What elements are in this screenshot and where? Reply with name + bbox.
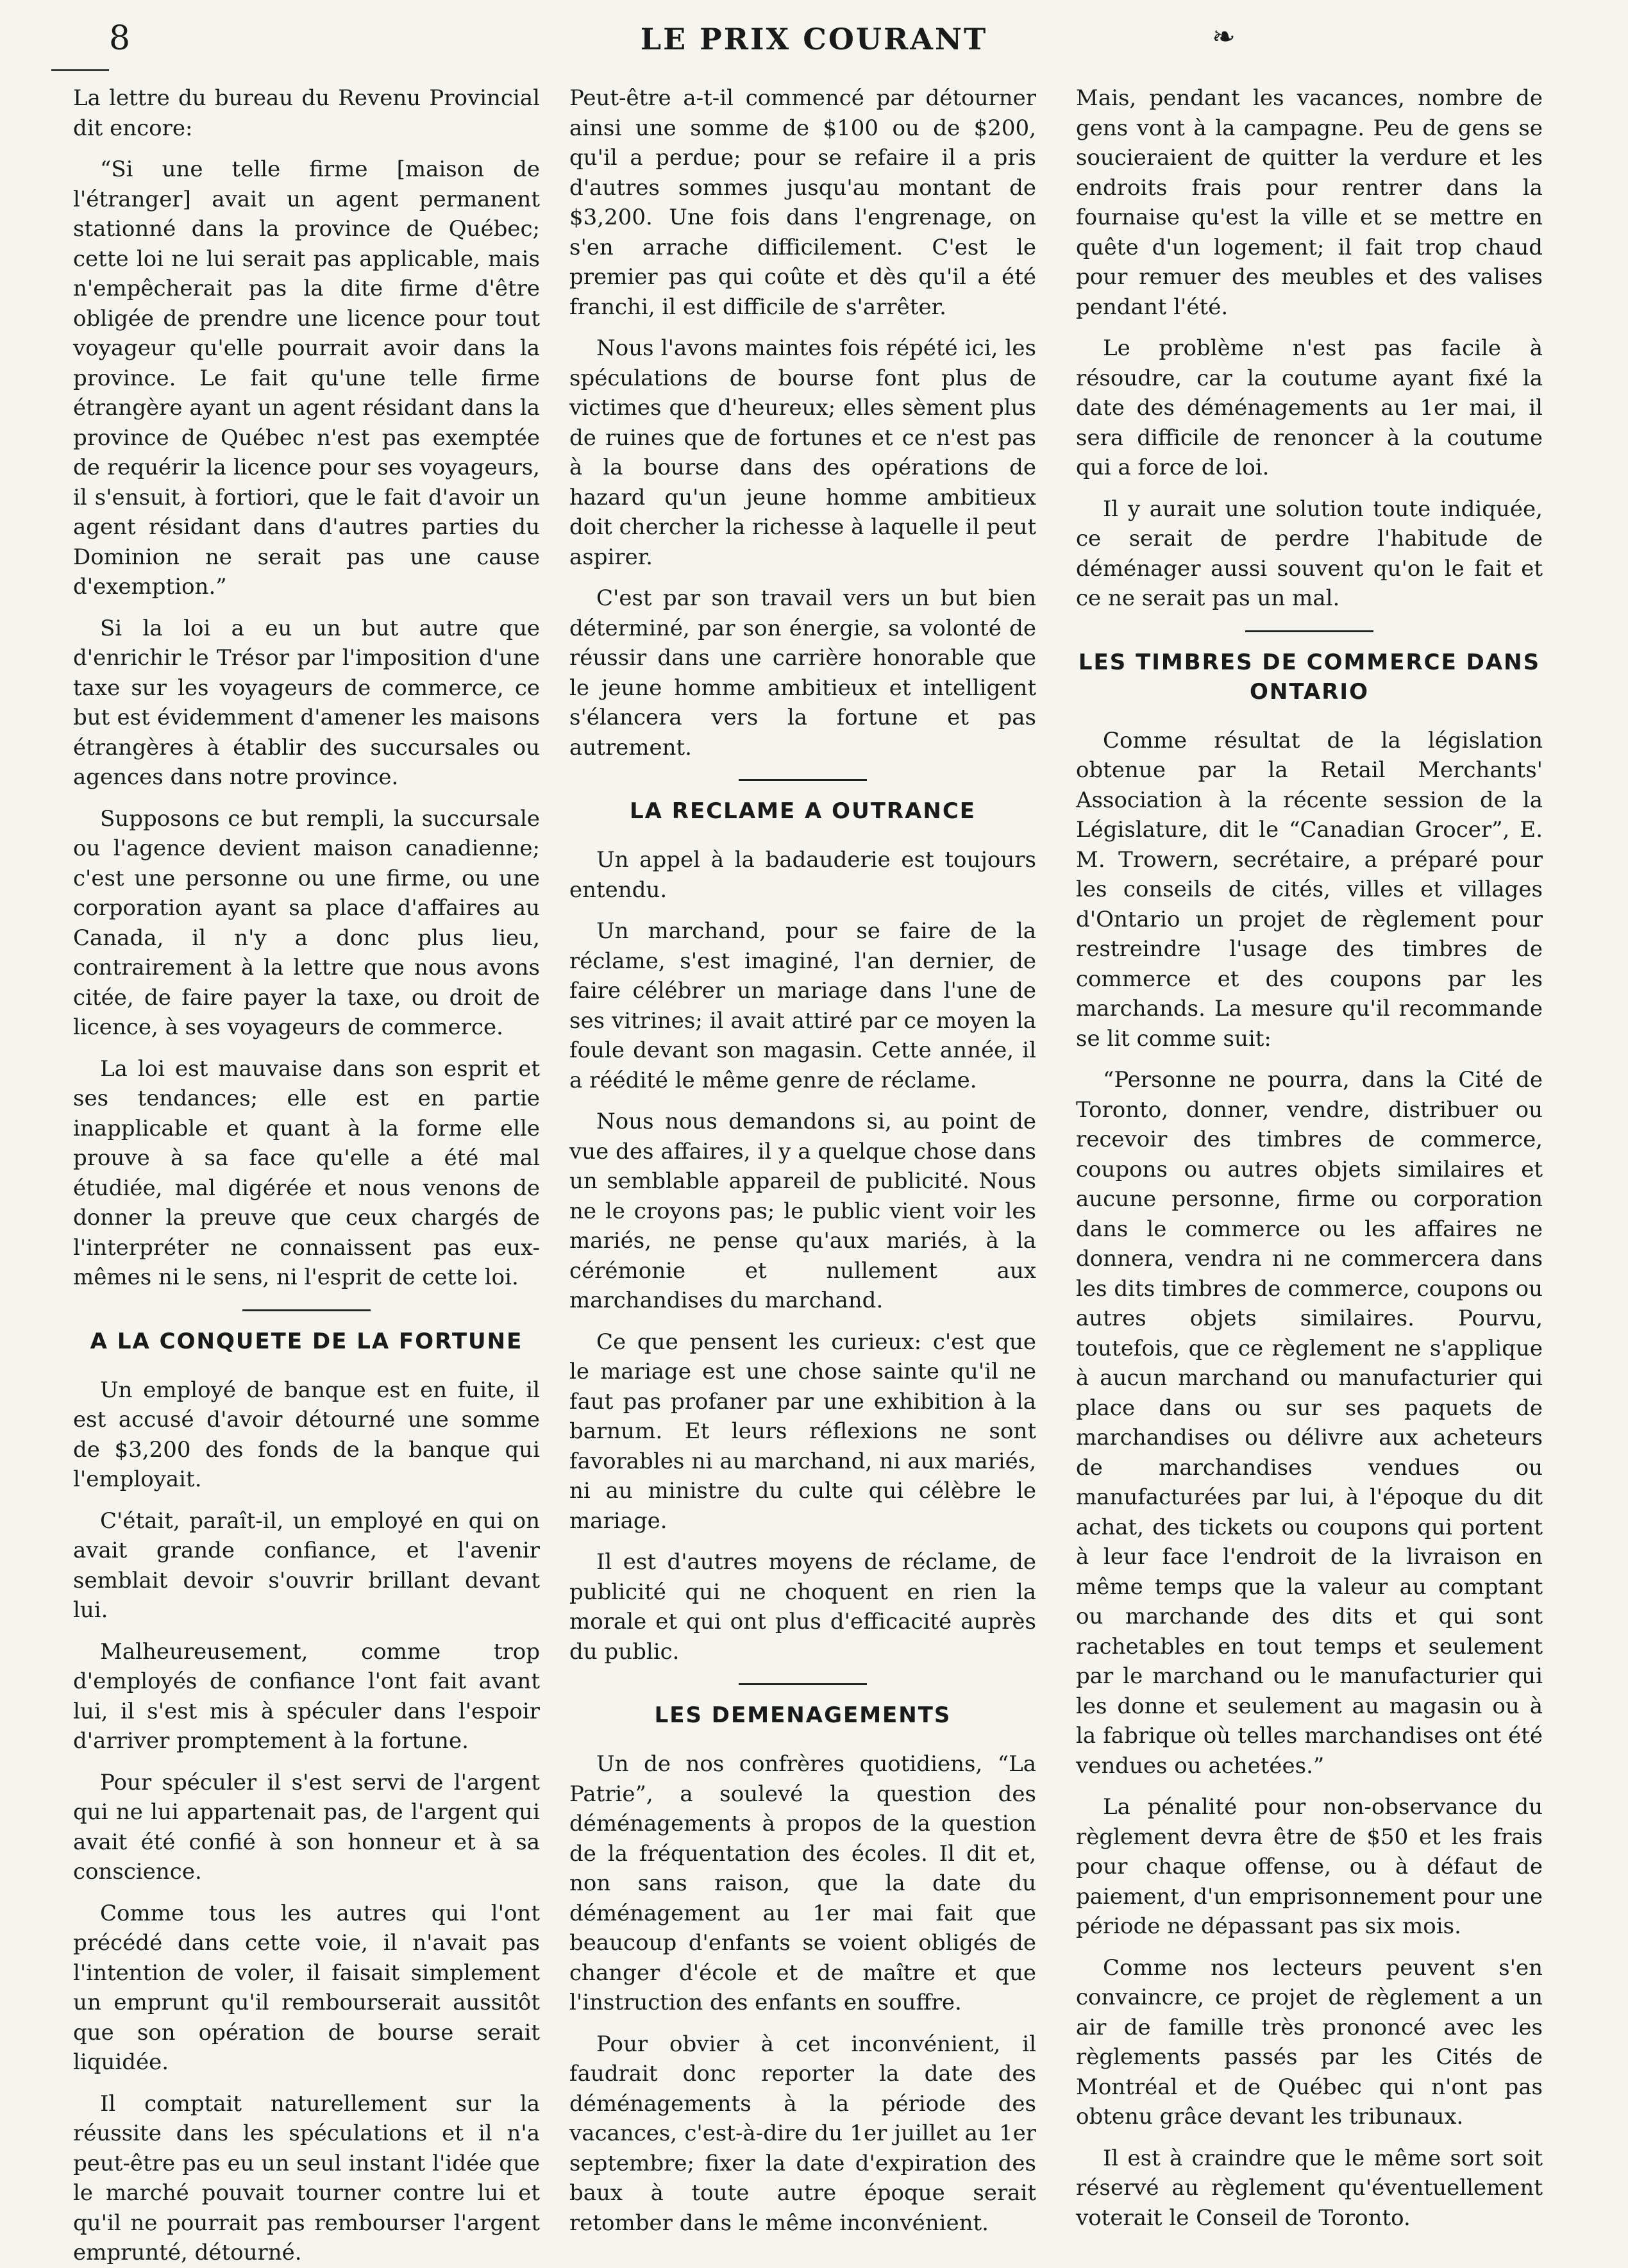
paragraph: C'est par son travail vers un but bien déterminé, par son énergie, sa volonté de réussir dans une carrière honorable que le jeune homme ambitieux et intelligent s'élancera vers la fortune et pas autrement.: [569, 585, 1036, 760]
column-middle: [569, 83, 1036, 2236]
paragraph: Le problème n'est pas facile à résoudre, car la coutume ayant fixé la date des déménagements au 1er mai, il sera difficile de renoncer à la coutume qui a force de loi.: [1076, 335, 1543, 480]
corner-rule: [51, 69, 109, 71]
section-heading: LES TIMBRES DE COMMERCE DANS ONTARIO: [1078, 649, 1541, 705]
paragraph: Comme nos lecteurs peuvent s'en convaincre, ce projet de règlement a un air de famille très prononcé avec les règlements passés par les Cités de Montréal et de Québec qui n'ont pas obtenu grâce devant les tribunaux.: [1076, 1954, 1543, 2129]
section-divider: [739, 1683, 867, 1685]
paragraph: Nous nous demandons si, au point de vue des affaires, il y a quelque chose dans un semblable appareil de publicité. Nous ne le croyons pas; le public vient voir les mariés, ne pense qu'aux mariés, à la cérémonie et nullement aux marchandises du marchand.: [569, 1109, 1036, 1313]
page-number: 8: [109, 19, 131, 58]
paragraph: Comme résultat de la législation obtenue par la Retail Merchants' Association à la récente session de la Législature, dit le “Canadian Grocer”, E. M. Trowern, secrétaire, a préparé pour les conseils de cités, villes et villages d'Ontario un projet de règlement pour restreindre l'usage des timbres de commerce et des coupons par les marchands. La mesure qu'il recommande se lit comme suit:: [1076, 727, 1543, 1052]
paragraph: Mais, pendant les vacances, nombre de gens vont à la campagne. Peu de gens se soucieraient de quitter la verdure et les endroits frais pour rentrer dans la fournaise qu'est la ville et se mettre en quête d'un logement; il fait trop chaud pour remuer des meubles et des valises pendant l'été.: [1076, 85, 1543, 320]
section-divider: [1245, 630, 1373, 632]
paragraph: C'était, paraît-il, un employé en qui on avait grande confiance, et l'avenir semblait devoir s'ouvrir brillant devant lui.: [73, 1508, 540, 1623]
column-right: [1076, 83, 1543, 2231]
paragraph: Si la loi a eu un but autre que d'enrichir le Trésor par l'imposition d'une taxe sur les voyageurs de commerce, ce but est évidemment d'amener les maisons étrangères à établir des succursales ou agences dans notre province.: [73, 615, 540, 790]
paragraph: Un de nos confrères quotidiens, “La Patrie”, a soulevé la question des déménagements à propos de la question de la fréquentation des écoles. Il dit et, non sans raison, que la date du déménagement au 1er mai fait que beaucoup d'enfants se voient obligés de changer d'école et de maître et que l'instruction des enfants en souffre.: [569, 1751, 1036, 2015]
ornament-icon: ❧: [1212, 21, 1236, 53]
paragraph: La pénalité pour non-observance du règlement devra être de $50 et les frais pour chaque offense, ou à défaut de paiement, d'un emprisonnement pour une période ne dépassant pas six mois.: [1076, 1794, 1543, 1939]
masthead-title: LE PRIX COURANT: [640, 22, 988, 56]
section-heading: A LA CONQUETE DE LA FORTUNE: [90, 1328, 523, 1354]
paragraph: Comme tous les autres qui l'ont précédé dans cette voie, il n'avait pas l'intention de voler, il faisait simplement un emprunt qu'il rembourserait aussitôt que son opération de bourse serait liquidée.: [73, 1900, 540, 2075]
paragraph: La lettre du bureau du Revenu Provincial dit encore:: [73, 85, 540, 141]
paragraph: Pour obvier à cet inconvénient, il faudrait donc reporter la date des déménagements à la période des vacances, c'est-à-dire du 1er juillet au 1er septembre; fixer la date d'expiration des baux à toute autre époque serait retomber dans le même inconvénient.: [569, 2031, 1036, 2236]
paragraph: Peut-être a-t-il commencé par détourner ainsi une somme de $100 ou de $200, qu'il a perdue; pour se refaire il a pris d'autres sommes jusqu'au montant de $3,200. Une fois dans l'engrenage, on s'en arrache difficilement. C'est le premier pas qui coûte et dès qu'il a été franchi, il est difficile de s'arrêter.: [569, 85, 1036, 320]
section-heading: LA RECLAME A OUTRANCE: [629, 798, 977, 824]
column-left: [73, 83, 540, 2265]
paragraph: Il comptait naturellement sur la réussite dans les spéculations et il n'a peut-être pas eu un seul instant l'idée que le marché pouvait tourner contre lui et qu'il ne pourrait pas rembourser l'argent emprunté, détourné.: [73, 2090, 540, 2265]
paragraph: “Personne ne pourra, dans la Cité de Toronto, donner, vendre, distribuer ou recevoir des timbres de commerce, coupons ou autres objets similaires et aucune personne, firme ou corporation dans le commerce ou les affaires ne donnera, vendra ni ne commercera dans les dits timbres de commerce, coupons ou autres objets similaires. Pourvu, toutefois, que ce règlement ne s'applique à aucun marchand ou manufacturier qui place dans ou sur ses paquets de marchandises ou délivre aux acheteurs de marchandises vendues ou manufacturées par lui, à l'époque du dit achat, des tickets ou coupons qui portent à leur face l'endroit de la livraison en même temps que la valeur au comptant ou marchande des dits et qui sont rachetables en tout temps et seulement par le marchand ou le manufacturier qui les donne et seulement au magasin ou à la fabrique où telles marchandises ont été vendues ou achetées.”: [1076, 1067, 1543, 1779]
paragraph: Nous l'avons maintes fois répété ici, les spéculations de bourse font plus de victimes que d'heureux; elles sèment plus de ruines que de fortunes et ce n'est pas à la bourse dans des opérations de hazard qu'un jeune homme ambitieux doit chercher la richesse à laquelle il peut aspirer.: [569, 335, 1036, 570]
paragraph: Un marchand, pour se faire de la réclame, s'est imaginé, l'an dernier, de faire célébrer un mariage dans l'une de ses vitrines; il avait attiré par ce moyen la foule devant son magasin. Cette année, il a réédité le même genre de réclame.: [569, 918, 1036, 1093]
section-heading: LES DEMENAGEMENTS: [654, 1702, 952, 1728]
paragraph: Un appel à la badauderie est toujours entendu.: [569, 847, 1036, 903]
paragraph: Pour spéculer il s'est servi de l'argent qui ne lui appartenait pas, de l'argent qui avait été confié à son honneur et à sa conscience.: [73, 1769, 540, 1885]
paragraph: Un employé de banque est en fuite, il est accusé d'avoir détourné une somme de $3,200 des fonds de la banque qui l'employait.: [73, 1377, 540, 1492]
paragraph: Malheureusement, comme trop d'employés de confiance l'ont fait avant lui, il s'est mis à spéculer dans l'espoir d'arriver promptement à la fortune.: [73, 1638, 540, 1754]
section-divider: [739, 779, 867, 781]
paragraph: Supposons ce but rempli, la succursale ou l'agence devient maison canadienne; c'est une personne ou une firme, ou une corporation ayant sa place d'affaires au Canada, il n'y a donc plus lieu, contrairement à la lettre que nous avons citée, de faire payer la taxe, ou droit de licence, à ses voyageurs de commerce.: [73, 805, 540, 1040]
section-divider: [242, 1309, 371, 1311]
paragraph: Il est d'autres moyens de réclame, de publicité qui ne choquent en rien la morale et qui ont plus d'efficacité auprès du public.: [569, 1549, 1036, 1665]
paragraph: Ce que pensent les curieux: c'est que le mariage est une chose sainte qu'il ne faut pas profaner par une exhibition à la barnum. Et leurs réflexions ne sont favorables ni au marchand, ni aux mariés, ni au ministre du culte qui célèbre le mariage.: [569, 1329, 1036, 1534]
paragraph: Il est à craindre que le même sort soit réservé au règlement qu'éventuellement voterait le Conseil de Toronto.: [1076, 2145, 1543, 2231]
paragraph: Il y aurait une solution toute indiquée, ce serait de perdre l'habitude de déménager aussi souvent qu'on le fait et ce ne serait pas un mal.: [1076, 496, 1543, 611]
paragraph: La loi est mauvaise dans son esprit et ses tendances; elle est en partie inapplicable et quant à la forme elle prouve à sa face qu'elle a été mal étudiée, mal digérée et nous venons de donner la preuve que ceux chargés de l'interpréter ne connaissent pas eux-mêmes ni le sens, ni l'esprit de cette loi.: [73, 1055, 540, 1290]
paragraph: “Si une telle firme [maison de l'étranger] avait un agent permanent stationné dans la province de Québec; cette loi ne lui serait pas applicable, mais n'empêcherait pas la dite firme d'être obligée de prendre une licence pour tout voyageur qu'elle pourrait avoir dans la province. Le fait qu'une telle firme étrangère ayant un agent résidant dans la province de Québec n'est pas exemptée de requérir la licence pour ses voyageurs, il s'ensuit, à fortiori, que le fait d'avoir un agent résidant dans d'autres parties du Dominion ne serait pas une cause d'exemption.”: [73, 156, 540, 600]
